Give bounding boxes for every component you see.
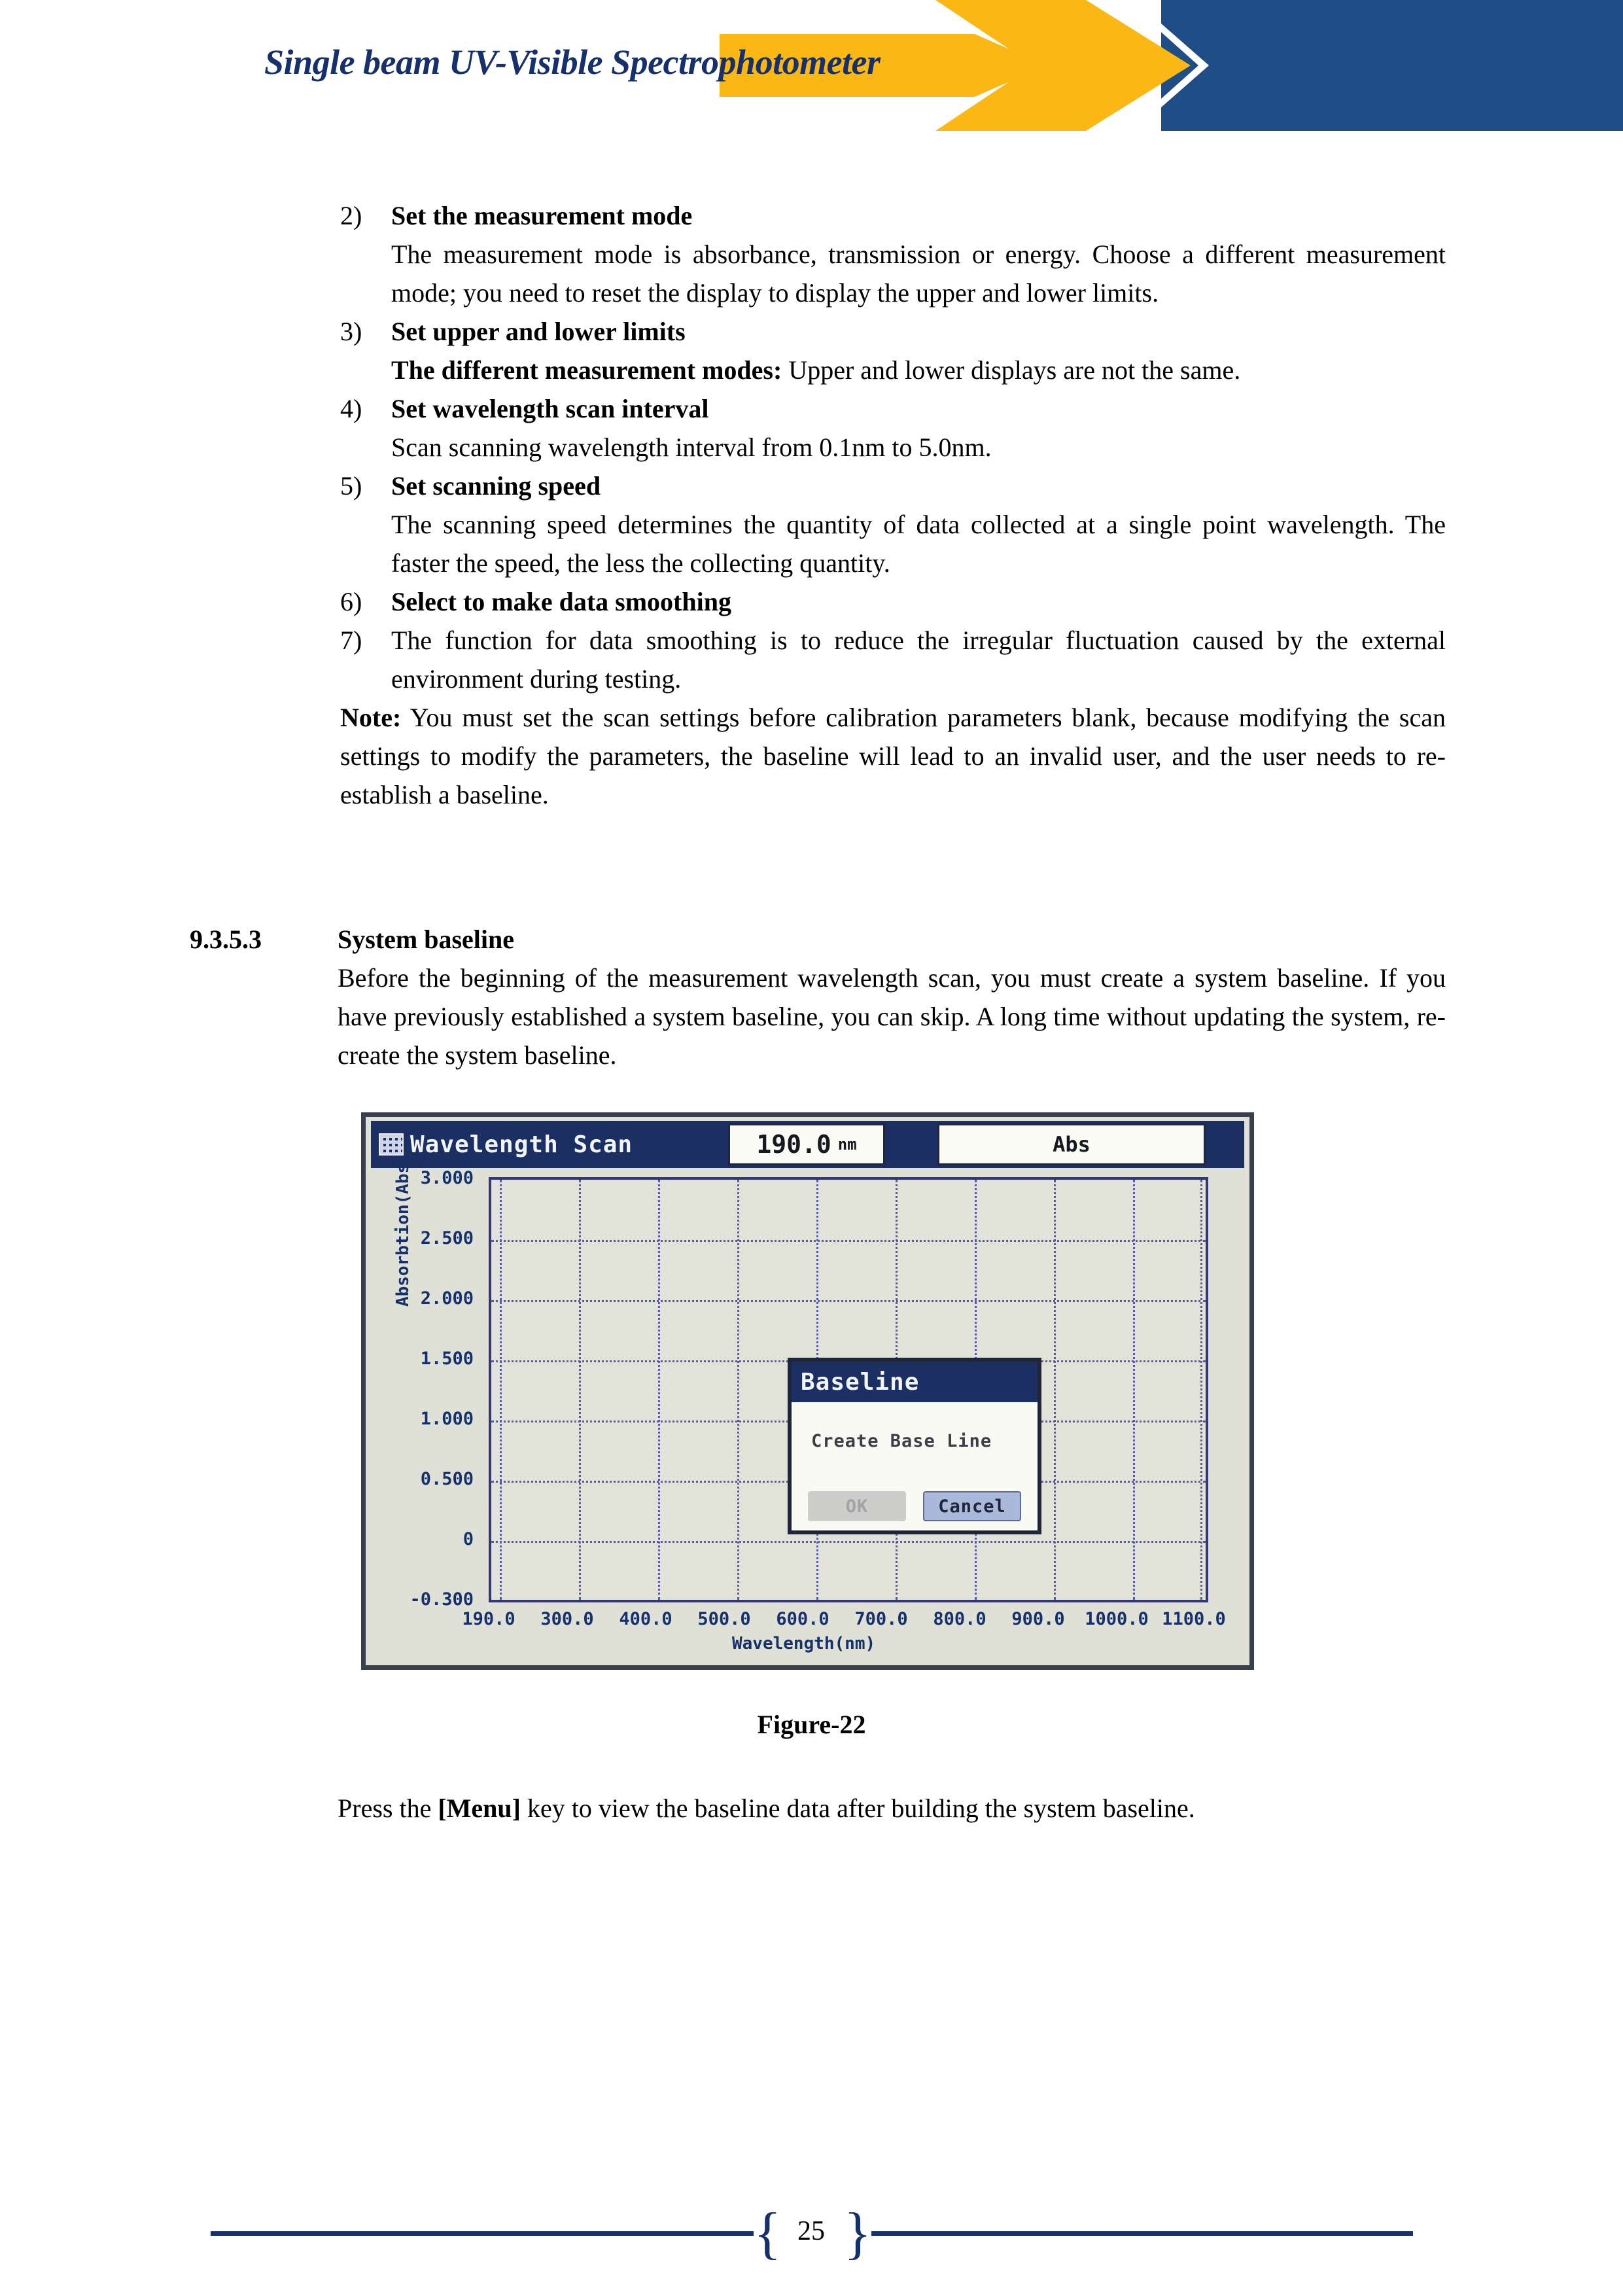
gridline-vertical: [579, 1180, 581, 1600]
menu-key-label: [Menu]: [438, 1793, 521, 1823]
list-marker: 5): [340, 471, 362, 501]
list-item-title: Set upper and lower limits: [391, 317, 686, 346]
list-marker: 4): [340, 394, 362, 423]
figure-22-image: [361, 1112, 1254, 1670]
header-title-model: LX511SS: [888, 43, 1022, 82]
window-grid-icon: [379, 1133, 404, 1156]
list-item-title: Set the measurement mode: [391, 201, 693, 230]
dialog-title: Baseline: [792, 1362, 1038, 1402]
instruction-list: [340, 196, 1446, 814]
instrument-screen: [361, 1112, 1254, 1670]
dialog-button-row: [792, 1491, 1038, 1521]
list-item-text: The measurement mode is absorbance, transmission or energy. Choose a different measurement mode; you need to reset the display to display the upper and lower limits.: [391, 239, 1446, 308]
list-item-title: Select to make data smoothing: [391, 587, 731, 616]
gridline-horizontal: [491, 1240, 1206, 1242]
screen-titlebar: [371, 1121, 1244, 1168]
list-item-2: [340, 196, 1446, 235]
note-label: Note:: [340, 703, 402, 732]
page-header: [0, 0, 1623, 137]
y-axis-tick: 1.500: [420, 1349, 474, 1369]
y-axis-tick: 3.000: [420, 1168, 474, 1188]
gridline-vertical: [658, 1180, 660, 1600]
y-axis-tick: 1.000: [420, 1409, 474, 1429]
list-item-text: Scan scanning wavelength interval from 0.1nm to 5.0nm.: [391, 433, 992, 462]
x-axis-tick: 300.0: [540, 1609, 594, 1629]
post-figure-paragraph: [338, 1789, 1446, 1828]
chart-plot-area: [489, 1177, 1208, 1602]
list-marker: 2): [340, 201, 362, 230]
section-paragraph: Before the beginning of the measurement wavelength scan, you must create a system baseline. If you have previously established a system baseline, you can skip. A long time without updating the system, re-create the system baseline.: [338, 963, 1446, 1070]
footer-brace-left-icon: {: [754, 2202, 782, 2265]
x-axis-tick: 1100.0: [1162, 1609, 1226, 1629]
list-item-title: Set wavelength scan interval: [391, 394, 709, 423]
header-title: [264, 42, 1022, 82]
gridline-horizontal: [491, 1300, 1206, 1302]
list-item-4: [340, 389, 1446, 428]
x-axis-tick: 600.0: [776, 1609, 829, 1629]
gridline-vertical: [500, 1180, 502, 1600]
measurement-mode-value: Abs: [1053, 1132, 1091, 1157]
post-figure-text-before: Press the: [338, 1793, 438, 1823]
list-item-3: [340, 312, 1446, 351]
note-block: [340, 698, 1446, 814]
measurement-mode-readout: [937, 1123, 1206, 1165]
x-axis-label: Wavelength(nm): [732, 1634, 876, 1653]
footer-brace-right-icon: }: [844, 2202, 872, 2265]
list-item-lead-bold: The different measurement modes:: [391, 355, 782, 385]
gridline-vertical: [1054, 1180, 1056, 1600]
x-axis-tick: 1000.0: [1085, 1609, 1149, 1629]
y-axis-tick: 0: [462, 1529, 474, 1549]
dialog-ok-button[interactable]: OK: [808, 1491, 906, 1521]
x-axis-tick: 800.0: [933, 1609, 986, 1629]
section-heading: [190, 920, 1446, 959]
list-marker: 7): [340, 626, 362, 655]
gridline-vertical: [737, 1180, 739, 1600]
list-item-text: The function for data smoothing is to reduce the irregular fluctuation caused by the external environment during testing.: [391, 626, 1446, 694]
footer-rule-left: [211, 2231, 754, 2236]
wavelength-value: 190.0: [756, 1130, 831, 1159]
y-axis-label: Absorbtion(Abs): [393, 1153, 413, 1307]
y-axis-tick: 2.500: [420, 1228, 474, 1248]
gridline-vertical: [1133, 1180, 1135, 1600]
list-item-3-body: [340, 351, 1446, 389]
footer-rule-right: [871, 2231, 1413, 2236]
x-axis-tick: 900.0: [1011, 1609, 1065, 1629]
list-item-6: [340, 582, 1446, 621]
y-axis-tick: -0.300: [410, 1589, 474, 1610]
wavelength-readout: [728, 1123, 885, 1165]
baseline-dialog: [788, 1358, 1041, 1534]
x-axis-tick: 400.0: [619, 1609, 672, 1629]
wavelength-unit: nm: [837, 1135, 857, 1154]
header-title-main: Single beam UV-Visible Spectrophotometer: [264, 43, 889, 82]
list-item-title: Set scanning speed: [391, 471, 601, 501]
dialog-cancel-button[interactable]: Cancel: [923, 1491, 1021, 1521]
x-axis-tick: 190.0: [462, 1609, 515, 1629]
page-number: 25: [797, 2216, 825, 2246]
list-item-2-body: [340, 235, 1446, 312]
list-item-5-body: [340, 505, 1446, 582]
list-item-text: The scanning speed determines the quantity of data collected at a single point wavelength. The faster the speed, the less the collecting quantity.: [391, 510, 1446, 578]
note-text: You must set the scan settings before calibration parameters blank, because modifying the scan settings to modify the parameters, the baseline will lead to an invalid user, and the user needs to re-establish a baseline.: [340, 703, 1446, 809]
page-footer: [0, 2202, 1623, 2284]
section-title: System baseline: [338, 925, 514, 954]
section-number: 9.3.5.3: [190, 925, 262, 954]
x-axis-tick: 700.0: [854, 1609, 908, 1629]
dialog-message: Create Base Line: [811, 1431, 992, 1451]
post-figure-text-after: key to view the baseline data after building the system baseline.: [520, 1793, 1195, 1823]
list-marker: 3): [340, 317, 362, 346]
x-axis-tick: 500.0: [697, 1609, 751, 1629]
y-axis-tick: 0.500: [420, 1469, 474, 1489]
list-item-7: [340, 621, 1446, 698]
gridline-horizontal: [491, 1541, 1206, 1543]
list-item-4-body: [340, 428, 1446, 467]
screen-window-title: Wavelength Scan: [410, 1131, 633, 1158]
list-item-text: Upper and lower displays are not the same.: [782, 355, 1241, 385]
list-item-5: [340, 467, 1446, 505]
figure-caption: Figure-22: [757, 1710, 866, 1739]
y-axis-tick: 2.000: [420, 1288, 474, 1309]
gridline-vertical: [1200, 1180, 1202, 1600]
header-blue-block: [1161, 0, 1623, 131]
list-marker: 6): [340, 587, 362, 616]
